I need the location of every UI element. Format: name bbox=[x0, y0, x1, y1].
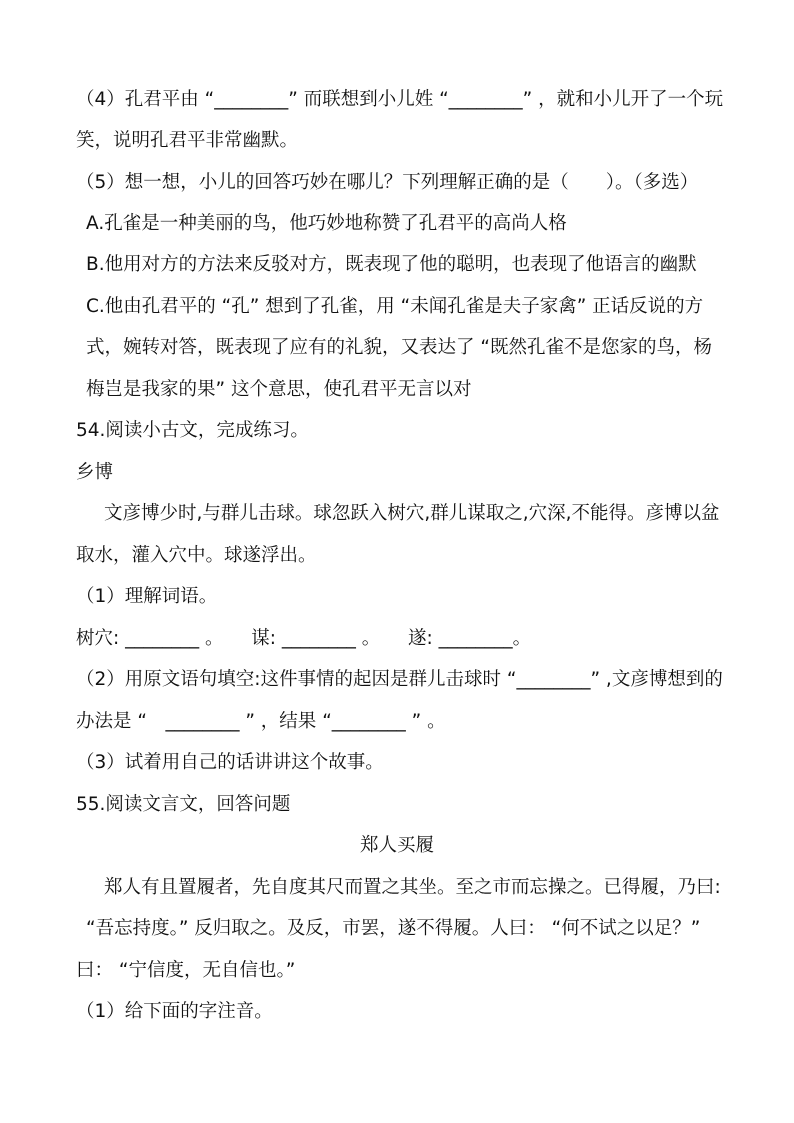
q54-vocab-line: 树穴: ________ 。 谋: ________ 。 遂: ________。 bbox=[76, 628, 532, 649]
q55-title: 郑人买履 bbox=[359, 835, 434, 856]
q53-option-a: A.孔雀是一种美丽的鸟，他巧妙地称赞了孔君平的高尚人格 bbox=[86, 213, 567, 234]
q54-item2-line2: 办法是 “ ________ ” ，结果 “________ ” 。 bbox=[76, 711, 446, 732]
q54-text-line1: 文彦博少时,与群儿击球。球忽跃入树穴,群儿谋取之,穴深,不能得。彦博以盆 bbox=[104, 503, 720, 524]
q55-heading: 55.阅读文言文，回答问题 bbox=[76, 794, 291, 815]
q53-item4-line2: 笑，说明孔君平非常幽默。 bbox=[76, 130, 299, 151]
q55-text-line3: 曰： “宁信度，无自信也。” bbox=[76, 960, 296, 981]
q53-option-b: B.他用对方的方法来反驳对方，既表现了他的聪明，也表现了他语言的幽默 bbox=[86, 254, 697, 275]
q54-item2-line1: （2）用原文语句填空:这件事情的起因是群儿击球时 “________” ,文彦博想到的 bbox=[76, 669, 723, 690]
q54-item3: （3）试着用自己的话讲讲这个故事。 bbox=[76, 752, 384, 773]
q53-item5: （5）想一想，小儿的回答巧妙在哪儿？下列理解正确的是（ ）。（多选） bbox=[76, 172, 699, 193]
q55-text-line2: “吾忘持度。” 反归取之。及反，市罢，遂不得履。人曰： “何不试之以足？” bbox=[86, 918, 701, 939]
q53-item4-line1: （4）孔君平由 “________” 而联想到小儿姓 “________” ，就和小儿开了一个玩 bbox=[76, 89, 724, 110]
q53-option-c-line1: C.他由孔君平的 “孔” 想到了孔雀，用 “未闻孔雀是夫子家禽” 正话反说的方 bbox=[86, 296, 704, 317]
q53-option-c-line2: 式，婉转对答，既表现了应有的礼貌，又表达了 “既然孔雀不是您家的鸟，杨 bbox=[86, 337, 712, 358]
q54-heading: 54.阅读小古文，完成练习。 bbox=[76, 420, 309, 441]
q54-text-line2: 取水，灌入穴中。球遂浮出。 bbox=[76, 545, 317, 566]
q55-text-line1: 郑人有且置履者，先自度其尺而置之其坐。至之市而忘操之。已得履，乃曰: bbox=[104, 877, 721, 898]
q53-option-c-line3: 梅岂是我家的果” 这个意思，使孔君平无言以对 bbox=[86, 379, 472, 400]
q54-item1: （1）理解词语。 bbox=[76, 586, 218, 607]
q54-title: 乡博 bbox=[76, 462, 114, 483]
q55-item1: （1）给下面的字注音。 bbox=[76, 1001, 273, 1022]
